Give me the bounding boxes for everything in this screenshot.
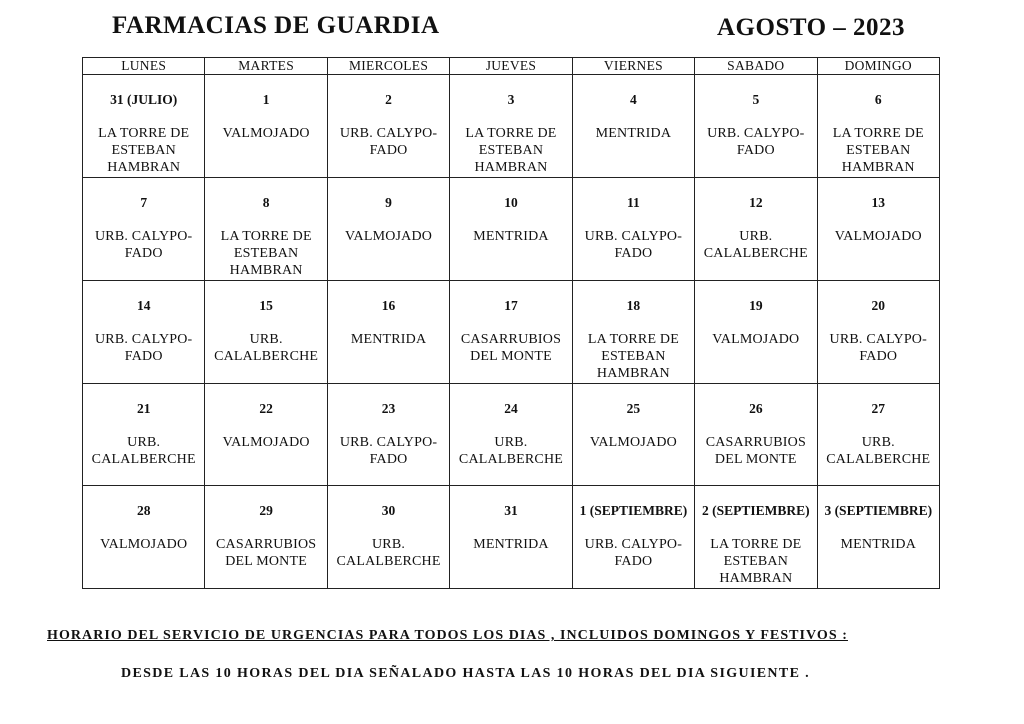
calendar-day-cell — [205, 75, 327, 178]
day-number: 9 — [385, 195, 392, 210]
pharmacy-name: URB. CALYPO-FADO — [94, 229, 193, 261]
pharmacy-name: URB. CALALBERCHE — [336, 536, 441, 569]
day-number: 7 — [140, 195, 148, 210]
pharmacy-name: URB. CALALBERCHE — [91, 435, 196, 467]
pharmacy-name: LA TORRE DE ESTEBAN HAMBRAN — [98, 126, 190, 175]
day-number: 3 (SEPTIEMBRE) — [824, 502, 933, 518]
calendar-week-row — [83, 384, 940, 486]
calendar-week-row — [83, 178, 940, 281]
day-number: 19 — [749, 298, 763, 313]
calendar-week-row — [83, 485, 940, 588]
pharmacy-name: VALMOJADO — [345, 229, 433, 244]
calendar-day-cell — [817, 75, 939, 178]
day-number: 24 — [504, 401, 518, 416]
calendar-day-cell — [572, 75, 694, 178]
calendar-day-cell — [83, 384, 205, 486]
calendar-day-cell — [817, 281, 939, 384]
day-number: 31 (JULIO) — [110, 92, 178, 107]
day-number: 2 — [385, 92, 392, 107]
calendar-day-cell — [695, 281, 817, 384]
calendar-day-cell — [450, 485, 572, 588]
calendar-day-cell — [83, 485, 205, 588]
pharmacy-name: MENTRIDA — [350, 332, 427, 347]
calendar-day-cell — [450, 75, 572, 178]
weekday-wednesday: MIERCOLES — [327, 58, 449, 75]
calendar-day-cell — [695, 485, 817, 588]
day-number: 30 — [381, 502, 396, 518]
pharmacy-name: LA TORRE DE ESTEBAN HAMBRAN — [465, 126, 557, 175]
weekday-friday: VIERNES — [572, 58, 694, 75]
pharmacy-name: VALMOJADO — [222, 126, 310, 141]
day-number: 31 — [504, 502, 518, 518]
pharmacy-name: MENTRIDA — [595, 126, 672, 141]
weekday-header-row — [83, 58, 940, 75]
day-number: 11 — [627, 195, 640, 210]
pharmacy-name: URB. CALYPO-FADO — [707, 126, 805, 158]
day-number: 8 — [262, 195, 270, 210]
calendar-week-row — [83, 281, 940, 384]
pharmacy-name: VALMOJADO — [222, 435, 310, 450]
pharmacy-name: URB. CALALBERCHE — [458, 435, 564, 467]
service-hours-detail: DESDE LAS 10 HORAS DEL DIA SEÑALADO HASTA LAS 10 HORAS DEL DIA SIGUIENTE . — [121, 666, 810, 681]
pharmacy-name: VALMOJADO — [712, 332, 800, 347]
calendar-day-cell — [83, 281, 205, 384]
calendar-day-cell — [572, 485, 694, 588]
pharmacy-name: LA TORRE DE ESTEBAN HAMBRAN — [220, 229, 312, 278]
pharmacy-name: VALMOJADO — [589, 435, 677, 450]
day-number: 1 — [262, 92, 270, 107]
pharmacy-name: LA TORRE DE ESTEBAN HAMBRAN — [710, 536, 802, 586]
pharmacy-name: LA TORRE DE ESTEBAN HAMBRAN — [832, 126, 924, 175]
day-number: 16 — [381, 298, 396, 313]
day-number: 20 — [871, 298, 886, 313]
pharmacy-name: URB. CALALBERCHE — [214, 332, 319, 364]
day-number: 12 — [749, 195, 763, 210]
page-title: FARMACIAS DE GUARDIA — [112, 12, 440, 39]
weekday-sunday: DOMINGO — [817, 58, 939, 75]
day-number: 2 (SEPTIEMBRE) — [702, 502, 810, 518]
day-number: 3 — [507, 92, 515, 107]
pharmacy-name: VALMOJADO — [834, 229, 922, 244]
calendar-day-cell — [450, 281, 572, 384]
calendar-day-cell — [205, 485, 327, 588]
calendar-day-cell — [205, 281, 327, 384]
pharmacy-name: URB. CALYPO-FADO — [339, 126, 438, 158]
weekday-saturday: SABADO — [695, 58, 817, 75]
calendar-day-cell — [695, 384, 817, 486]
day-number: 17 — [504, 298, 518, 313]
day-number: 23 — [381, 401, 396, 416]
calendar-day-cell — [205, 384, 327, 486]
pharmacy-name: MENTRIDA — [473, 536, 549, 552]
calendar-day-cell — [817, 384, 939, 486]
calendar-day-cell — [572, 384, 694, 486]
day-number: 13 — [871, 195, 886, 210]
pharmacy-name: MENTRIDA — [840, 536, 916, 552]
day-number: 10 — [504, 195, 518, 210]
weekday-thursday: JUEVES — [450, 58, 572, 75]
pharmacy-name: CASARRUBIOS DEL MONTE — [460, 332, 562, 364]
pharmacy-name: URB. CALYPO-FADO — [584, 229, 683, 261]
calendar-day-cell — [205, 178, 327, 281]
calendar-day-cell — [817, 485, 939, 588]
calendar-day-cell — [83, 75, 205, 178]
pharmacy-name: CASARRUBIOS DEL MONTE — [216, 536, 317, 569]
pharmacy-name: VALMOJADO — [100, 536, 188, 552]
day-number: 15 — [259, 298, 273, 313]
duty-calendar — [82, 57, 940, 589]
weekday-monday: LUNES — [83, 58, 205, 75]
day-number: 22 — [259, 401, 273, 416]
day-number: 1 (SEPTIEMBRE) — [579, 502, 688, 518]
day-number: 28 — [136, 502, 151, 518]
calendar-week-row — [83, 75, 940, 178]
calendar-day-cell — [450, 178, 572, 281]
month-title: AGOSTO – 2023 — [717, 14, 906, 41]
calendar-day-cell — [572, 281, 694, 384]
pharmacy-name: URB. CALYPO-FADO — [339, 435, 438, 467]
calendar-day-cell — [327, 75, 449, 178]
day-number: 27 — [871, 401, 886, 416]
pharmacy-name: URB. CALYPO-FADO — [584, 536, 683, 569]
day-number: 29 — [259, 502, 273, 518]
calendar-day-cell — [695, 178, 817, 281]
calendar-day-cell — [572, 178, 694, 281]
calendar-day-cell — [327, 384, 449, 486]
day-number: 6 — [874, 92, 882, 107]
pharmacy-name: URB. CALALBERCHE — [703, 229, 808, 261]
day-number: 14 — [136, 298, 151, 313]
calendar-day-cell — [83, 178, 205, 281]
calendar-day-cell — [695, 75, 817, 178]
day-number: 4 — [630, 92, 637, 107]
pharmacy-name: URB. CALALBERCHE — [826, 435, 931, 467]
pharmacy-name: URB. CALYPO-FADO — [94, 332, 193, 364]
pharmacy-name: LA TORRE DE ESTEBAN HAMBRAN — [587, 332, 679, 381]
day-number: 21 — [136, 401, 151, 416]
weekday-tuesday: MARTES — [205, 58, 327, 75]
calendar-day-cell — [327, 485, 449, 588]
calendar-day-cell — [327, 178, 449, 281]
day-number: 5 — [752, 92, 760, 107]
pharmacy-name: CASARRUBIOS DEL MONTE — [705, 435, 806, 467]
service-hours-heading: HORARIO DEL SERVICIO DE URGENCIAS PARA TODOS LOS DIAS , INCLUIDOS DOMINGOS Y FESTIVOS : — [47, 628, 848, 643]
calendar-day-cell — [327, 281, 449, 384]
pharmacy-name: MENTRIDA — [473, 229, 549, 244]
calendar-day-cell — [817, 178, 939, 281]
day-number: 18 — [626, 298, 641, 313]
day-number: 26 — [749, 401, 763, 416]
day-number: 25 — [626, 401, 641, 416]
pharmacy-name: URB. CALYPO-FADO — [829, 332, 927, 364]
calendar-day-cell — [450, 384, 572, 486]
